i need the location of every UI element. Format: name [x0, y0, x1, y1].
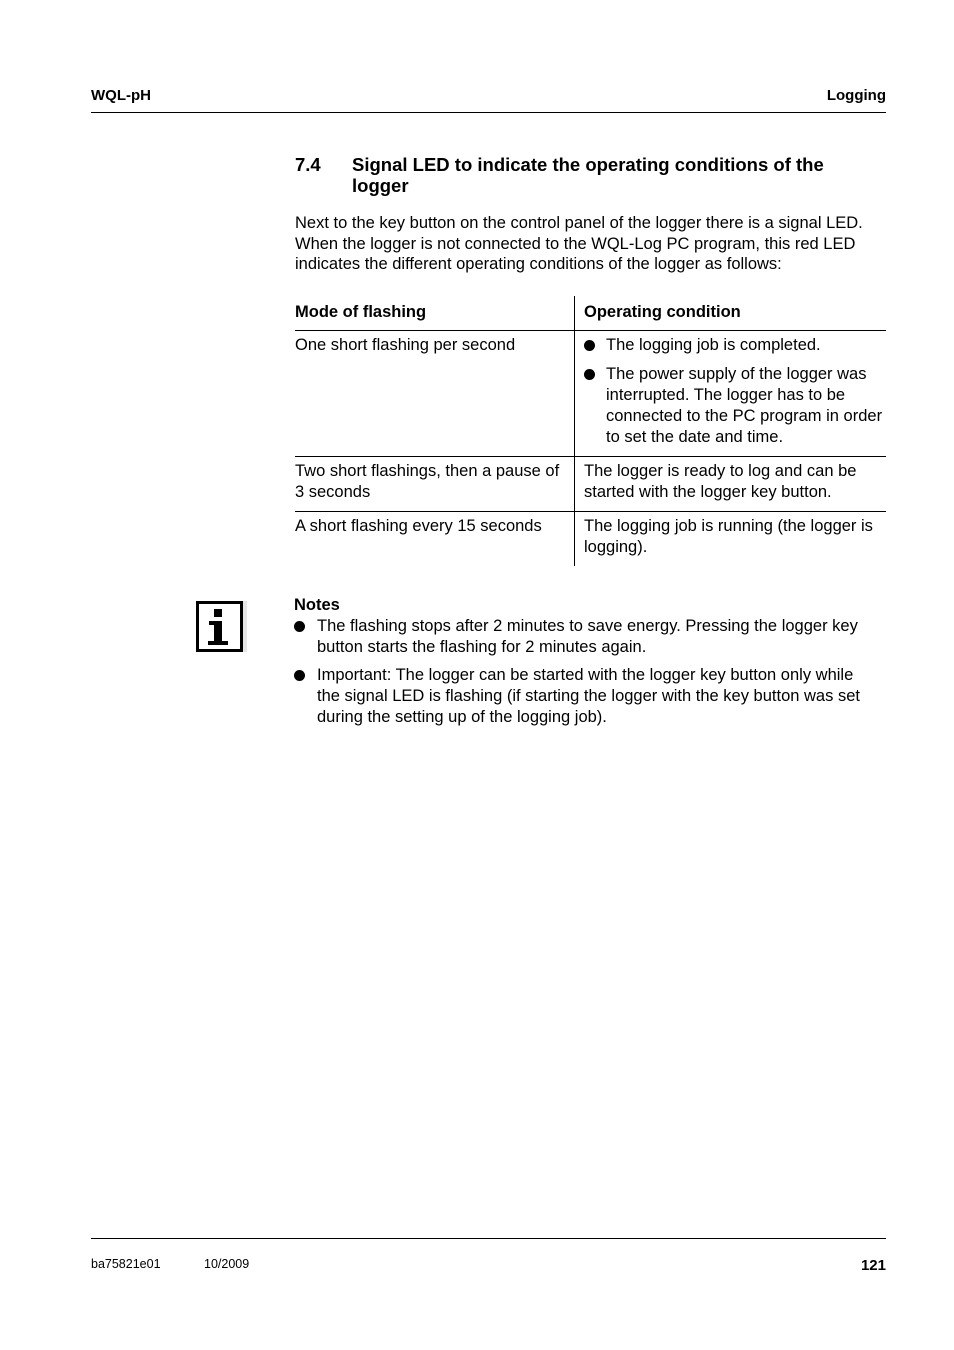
notes-title: Notes — [294, 596, 340, 614]
table-row — [295, 456, 886, 511]
notes-list — [294, 616, 879, 736]
note-text: The flashing stops after 2 minutes to save energy. Pressing the logger key button starts the flashing for 2 minutes again. — [317, 617, 858, 656]
condition-text: The power supply of the logger was interrupted. The logger has to be connected to the PC program in order to set the date and time. — [606, 365, 883, 446]
footer-doc-id: ba75821e01 — [91, 1257, 161, 1271]
condition-text: The logging job is completed. — [606, 336, 821, 354]
info-icon — [196, 601, 247, 652]
header-mode: Mode of flashing — [295, 303, 427, 321]
bullet-dot-icon — [584, 369, 595, 380]
led-conditions-table — [295, 296, 886, 566]
condition-cell: The logger is ready to log and can be started with the logger key button. — [574, 457, 886, 511]
condition-bullet — [584, 364, 886, 448]
section-title: Signal LED to indicate the operating conditions of the logger — [352, 154, 824, 196]
note-item — [294, 616, 879, 657]
note-text: Important: The logger can be started with the logger key button only while the signal LED is flashing (if starting the logger with the key button was set during the setting up of the logging job). — [317, 666, 860, 726]
footer-rule — [91, 1238, 886, 1239]
intro-paragraph: Next to the key button on the control panel of the logger there is a signal LED. When the logger is not connected to the WQL-Log PC program, this red LED indicates the different operating conditions of the logger as follows: — [295, 214, 863, 274]
mode-cell: One short flashing per second — [295, 336, 516, 354]
condition-cell — [574, 331, 886, 456]
header-condition: Operating condition — [574, 296, 886, 330]
header-rule — [91, 112, 886, 113]
mode-cell: A short flashing every 15 seconds — [295, 517, 542, 535]
mode-cell: Two short flashings, then a pause of 3 seconds — [295, 462, 560, 501]
bullet-dot-icon — [294, 670, 305, 681]
note-item — [294, 665, 879, 727]
table-header-row — [295, 296, 886, 330]
condition-bullet — [584, 335, 886, 356]
bullet-dot-icon — [294, 621, 305, 632]
header-chapter: Logging — [826, 87, 886, 104]
bullet-dot-icon — [584, 340, 595, 351]
footer-date: 10/2009 — [204, 1257, 250, 1271]
condition-cell: The logging job is running (the logger is logging). — [574, 512, 886, 566]
header-product: WQL-pH — [91, 87, 151, 104]
table-row — [295, 330, 886, 456]
page-number: 121 — [860, 1257, 886, 1274]
section-number: 7.4 — [295, 154, 321, 175]
table-row — [295, 511, 886, 566]
